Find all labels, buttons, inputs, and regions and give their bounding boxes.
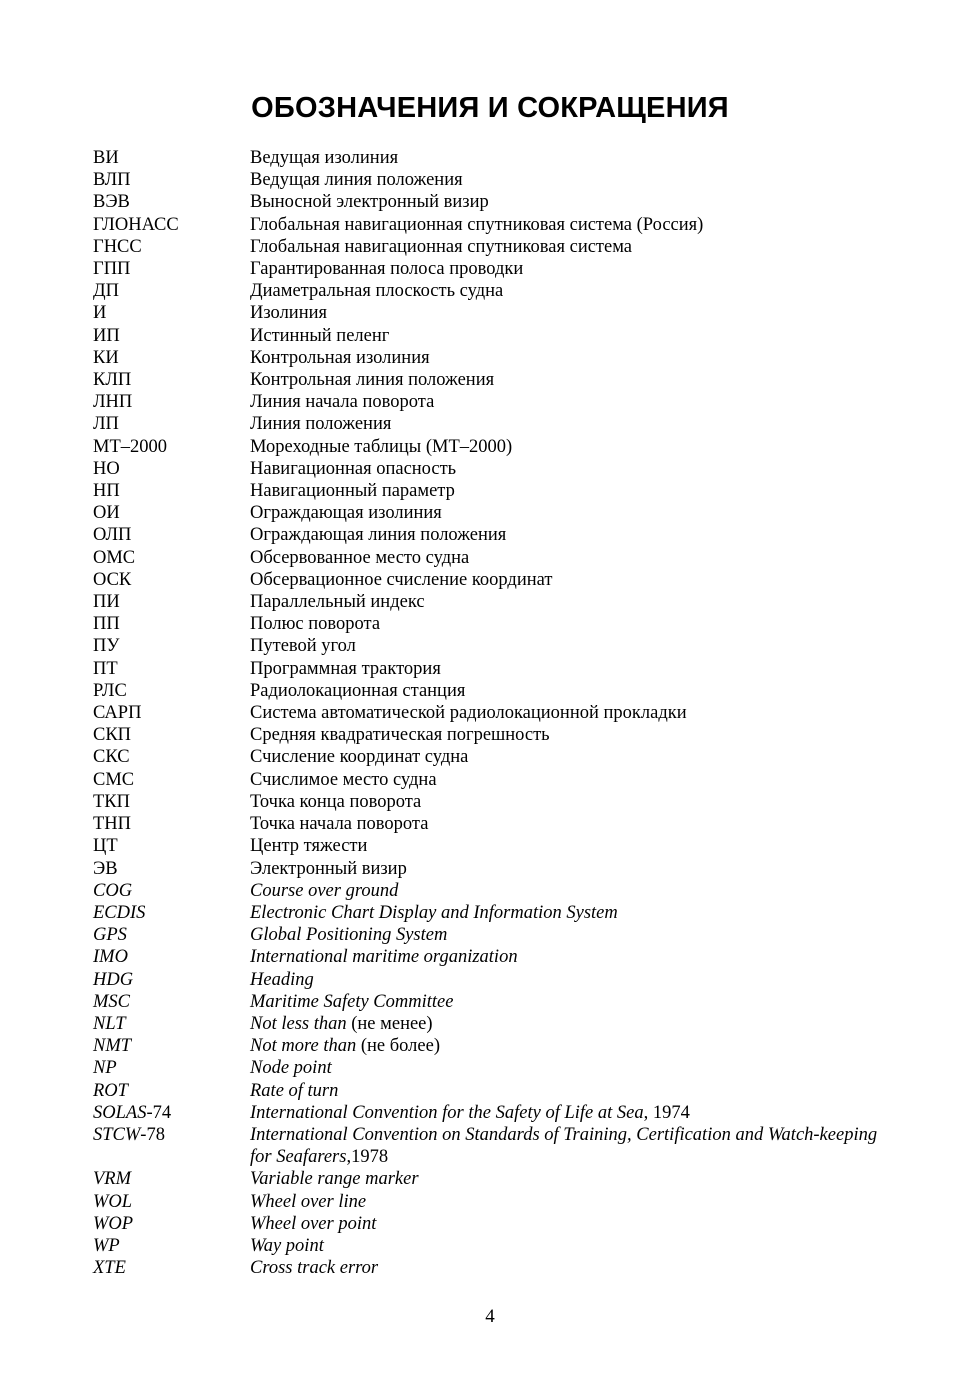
abbreviation-definition: Electronic Chart Display and Information System <box>250 902 618 923</box>
abbreviation-definition: Параллельный индекс <box>250 592 425 613</box>
abbreviation-term: ДП <box>93 281 119 302</box>
abbreviation-row <box>93 769 893 791</box>
abbreviation-term: ТКП <box>93 791 130 812</box>
abbreviation-term: XTE <box>93 1258 126 1279</box>
abbreviation-definition: Счисление координат судна <box>250 747 469 768</box>
abbreviation-definition: Global Positioning System <box>250 925 448 946</box>
abbreviation-row <box>93 169 893 191</box>
abbreviation-definition: International Convention on Standards of Training, Certification and Watch-keeping for Seafarers,1978 <box>250 1124 878 1168</box>
abbreviation-term: ПТ <box>93 658 118 679</box>
abbreviation-term: ВЭВ <box>93 192 130 213</box>
abbreviation-term: COG <box>93 880 133 901</box>
abbreviation-definition: Обсервованное место судна <box>250 547 470 568</box>
abbreviation-term: ВИ <box>93 148 119 168</box>
abbreviation-term: ПП <box>93 614 120 635</box>
abbreviation-row <box>93 147 893 169</box>
abbreviation-term: РЛС <box>93 680 127 701</box>
abbreviation-definition: Гарантированная полоса проводки <box>250 259 524 280</box>
abbreviation-definition: Wheel over line <box>250 1191 367 1212</box>
abbreviation-row <box>93 1191 893 1213</box>
abbreviation-row <box>93 613 893 635</box>
abbreviation-term: VRM <box>93 1169 132 1190</box>
abbreviation-row <box>93 302 893 324</box>
abbreviation-row <box>93 325 893 347</box>
abbreviation-row <box>93 635 893 657</box>
abbreviation-term: ЦТ <box>93 836 118 857</box>
abbreviation-definition: Глобальная навигационная спутниковая система (Россия) <box>250 214 704 235</box>
abbreviation-row <box>93 458 893 480</box>
abbreviation-row <box>93 724 893 746</box>
abbreviation-definition: Ведущая изолиния <box>250 148 399 168</box>
abbreviation-definition: Навигационная опасность <box>250 458 457 479</box>
abbreviation-term: NMT <box>93 1036 132 1057</box>
abbreviation-row <box>93 1168 893 1190</box>
abbreviation-term: КИ <box>93 347 119 368</box>
abbreviation-row <box>93 502 893 524</box>
abbreviation-term: СКП <box>93 725 132 746</box>
abbreviation-definition: Программная трактория <box>250 658 441 679</box>
abbreviation-row <box>93 1035 893 1057</box>
abbreviation-row <box>93 214 893 236</box>
abbreviation-term: STCW-78 <box>93 1124 165 1145</box>
abbreviation-term: WP <box>93 1235 120 1256</box>
abbreviation-row <box>93 1080 893 1102</box>
abbreviation-term: ЭВ <box>93 858 118 879</box>
abbreviation-term: НО <box>93 458 120 479</box>
abbreviation-term: ОИ <box>93 503 120 524</box>
abbreviation-term: ГНСС <box>93 236 142 257</box>
abbreviation-definition: Истинный пеленг <box>250 325 390 346</box>
abbreviation-row <box>93 391 893 413</box>
abbreviation-definition: Выносной электронный визир <box>250 192 489 213</box>
abbreviation-definition: Variable range marker <box>250 1169 419 1190</box>
abbreviation-term: SOLAS-74 <box>93 1102 172 1123</box>
abbreviation-definition: Ограждающая линия положения <box>250 525 507 546</box>
abbreviation-definition: International maritime organization <box>250 947 518 968</box>
abbreviation-row <box>93 791 893 813</box>
abbreviation-definition: Rate of turn <box>250 1080 339 1101</box>
abbreviation-term: ОЛП <box>93 525 132 546</box>
abbreviation-definition: Линия начала поворота <box>250 392 435 413</box>
abbreviation-term: ЛП <box>93 414 119 435</box>
abbreviation-term: GPS <box>93 925 127 946</box>
abbreviation-term: ГЛОНАСС <box>93 214 179 235</box>
abbreviation-row <box>93 280 893 302</box>
abbreviation-definition: Линия положения <box>250 414 392 435</box>
abbreviation-row <box>93 236 893 258</box>
abbreviation-definition: Центр тяжести <box>250 836 368 857</box>
abbreviation-definition: Навигационный параметр <box>250 481 455 502</box>
abbreviation-term: ECDIS <box>93 902 146 923</box>
abbreviation-term: ОМС <box>93 547 136 568</box>
abbreviation-definition: Wheel over point <box>250 1213 377 1234</box>
abbreviation-definition: Счислимое место судна <box>250 769 437 790</box>
abbreviation-row <box>93 969 893 991</box>
page-title: ОБОЗНАЧЕНИЯ И СОКРАЩЕНИЯ <box>251 92 729 124</box>
abbreviation-row <box>93 1057 893 1079</box>
abbreviation-term: NP <box>93 1058 117 1079</box>
abbreviation-definition: Полюс поворота <box>250 614 381 635</box>
abbreviation-definition: International Convention for the Safety of Life at Sea, 1974 <box>250 1102 690 1123</box>
abbreviation-row <box>93 702 893 724</box>
abbreviation-term: ТНП <box>93 814 132 835</box>
abbreviation-row <box>93 658 893 680</box>
abbreviation-definition: Глобальная навигационная спутниковая система <box>250 236 633 257</box>
abbreviation-term: ОСК <box>93 569 132 590</box>
abbreviation-row <box>93 480 893 502</box>
abbreviation-row <box>93 880 893 902</box>
abbreviation-definition: Node point <box>250 1058 332 1079</box>
abbreviation-definition: Not less than (не менее) <box>250 1013 433 1034</box>
abbreviation-row <box>93 569 893 591</box>
abbreviation-row <box>93 1213 893 1235</box>
abbreviation-definition: Путевой угол <box>250 636 356 657</box>
abbreviation-row <box>93 436 893 458</box>
abbreviation-term: ВЛП <box>93 170 131 191</box>
abbreviation-term: САРП <box>93 703 142 724</box>
abbreviation-definition: Изолиния <box>250 303 328 324</box>
abbreviation-row <box>93 813 893 835</box>
abbreviation-definition: Maritime Safety Committee <box>250 991 454 1012</box>
abbreviation-term: HDG <box>93 969 134 990</box>
abbreviation-definition: Средняя квадратическая погрешность <box>250 725 550 746</box>
abbreviation-term: СМС <box>93 769 135 790</box>
abbreviation-definition: Heading <box>250 969 314 990</box>
abbreviation-definition: Мореходные таблицы (МТ–2000) <box>250 436 513 457</box>
abbreviation-definition: Course over ground <box>250 880 399 901</box>
abbreviation-term: ROT <box>93 1080 128 1101</box>
abbreviation-row <box>93 1257 893 1279</box>
abbreviation-row <box>93 746 893 768</box>
abbreviation-row <box>93 1013 893 1035</box>
abbreviation-term: NLT <box>93 1013 126 1034</box>
abbreviation-term: МТ–2000 <box>93 436 167 457</box>
abbreviation-definition: Cross track error <box>250 1258 379 1279</box>
abbreviation-term: И <box>93 303 107 324</box>
abbreviation-row <box>93 258 893 280</box>
abbreviation-term: ГПП <box>93 259 131 280</box>
abbreviation-term: IMO <box>93 947 128 968</box>
abbreviation-term: КЛП <box>93 370 132 391</box>
abbreviation-term: ПУ <box>93 636 120 657</box>
abbreviation-definition: Not more than (не более) <box>250 1036 440 1057</box>
abbreviation-definition: Контрольная линия положения <box>250 370 495 391</box>
abbreviation-term: WOL <box>93 1191 133 1212</box>
page-number: 4 <box>485 1306 495 1327</box>
abbreviation-row <box>93 524 893 546</box>
abbreviation-term: ИП <box>93 325 120 346</box>
abbreviation-list <box>93 147 893 1279</box>
abbreviation-term: ЛНП <box>93 392 133 413</box>
abbreviation-definition: Электронный визир <box>250 858 407 879</box>
abbreviation-term: WOP <box>93 1213 134 1234</box>
abbreviation-row <box>93 858 893 880</box>
abbreviation-row <box>93 347 893 369</box>
abbreviation-definition: Диаметральная плоскость судна <box>250 281 504 302</box>
abbreviation-term: ПИ <box>93 592 120 613</box>
abbreviation-row <box>93 369 893 391</box>
abbreviation-definition: Way point <box>250 1235 324 1256</box>
abbreviation-row <box>93 591 893 613</box>
abbreviation-definition: Точка конца поворота <box>250 791 422 812</box>
abbreviation-definition: Ведущая линия положения <box>250 170 463 191</box>
abbreviation-row <box>93 835 893 857</box>
abbreviation-row <box>93 547 893 569</box>
abbreviation-definition: Контрольная изолиния <box>250 347 430 368</box>
abbreviation-row <box>93 991 893 1013</box>
abbreviation-row <box>93 1102 893 1124</box>
abbreviation-row <box>93 1235 893 1257</box>
abbreviation-definition: Точка начала поворота <box>250 814 429 835</box>
abbreviation-term: MSC <box>93 991 130 1012</box>
abbreviation-row <box>93 191 893 213</box>
abbreviation-definition: Радиолокационная станция <box>250 680 466 701</box>
abbreviation-row <box>93 924 893 946</box>
abbreviation-row <box>93 946 893 968</box>
abbreviation-definition: Система автоматической радиолокационной прокладки <box>250 703 687 724</box>
abbreviation-row <box>93 680 893 702</box>
abbreviation-term: СКС <box>93 747 130 768</box>
abbreviation-row <box>93 413 893 435</box>
abbreviation-definition: Обсервационное счисление координат <box>250 569 553 590</box>
abbreviation-row <box>93 1124 893 1168</box>
abbreviation-row <box>93 902 893 924</box>
abbreviation-definition: Ограждающая изолиния <box>250 503 442 524</box>
abbreviation-term: НП <box>93 481 120 502</box>
